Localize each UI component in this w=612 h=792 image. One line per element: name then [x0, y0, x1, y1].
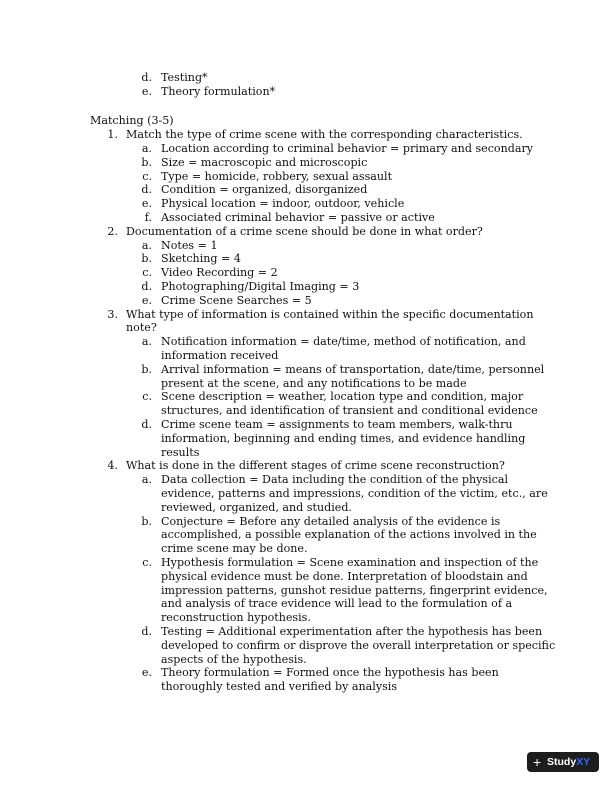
answer-marker: a. [141, 335, 152, 349]
badge-label: StudyXY [547, 756, 591, 768]
answer-text: Notes = 1 [161, 238, 218, 252]
answer-text: Arrival information = means of transportation, date/time, personnel [161, 362, 545, 376]
answer-marker: f. [144, 211, 152, 224]
answer-text: and analysis of trace evidence will lead to the formulation of a [161, 597, 513, 611]
answer-text: Data collection = Data including the condition of the physical [161, 473, 509, 487]
answer-text: physical evidence must be done. Interpretation of bloodstain and [161, 569, 528, 583]
answer-text: Associated criminal behavior = passive or active [161, 211, 435, 224]
answer-text: Condition = organized, disorganized [161, 183, 368, 197]
answer-marker: a. [141, 142, 152, 155]
answer-text: Photographing/Digital Imaging = 3 [161, 280, 360, 293]
list-item-text: Theory formulation* [161, 84, 276, 98]
answer-marker: b. [141, 362, 152, 376]
answer-marker: c. [142, 169, 152, 183]
question-number: 1. [107, 128, 118, 142]
question-text: What is done in the different stages of crime scene reconstruction? [126, 459, 505, 473]
answer-text: Physical location = indoor, outdoor, vehicle [161, 197, 405, 211]
question-number: 4. [107, 459, 118, 473]
answer-marker: e. [141, 197, 152, 211]
question-text: What type of information is contained within the specific documentation [126, 307, 534, 321]
answer-marker: a. [141, 238, 152, 252]
answer-text: evidence, patterns and impressions, condition of the victim, etc., are [161, 487, 548, 500]
plus-icon: + [533, 754, 542, 770]
answer-text: Testing = Additional experimentation after the hypothesis has been [161, 625, 543, 638]
answer-text: structures, and identification of transient and conditional evidence [161, 404, 538, 418]
list-marker: d. [141, 71, 152, 84]
answer-marker: b. [141, 155, 152, 169]
question-text: Documentation of a crime scene should be done in what order? [126, 224, 483, 238]
list-item-text: Testing* [161, 71, 208, 84]
question-number: 3. [107, 307, 118, 321]
answer-text: crime scene may be done. [161, 542, 308, 556]
answer-text: Sketching = 4 [161, 252, 241, 266]
answer-marker: e. [141, 666, 152, 680]
answer-text: present at the scene, and any notifications to be made [161, 376, 467, 390]
answer-text: Location according to criminal behavior = primary and secondary [161, 142, 534, 155]
answer-text: results [161, 445, 200, 459]
answer-text: thoroughly tested and verified by analysis [161, 680, 398, 694]
question-text: Match the type of crime scene with the corresponding characteristics. [126, 128, 523, 142]
answer-marker: c. [142, 556, 152, 569]
answer-marker: d. [141, 280, 152, 293]
answer-text: impression patterns, gunshot residue patterns, fingerprint evidence, [161, 583, 548, 597]
list-marker: e. [141, 84, 152, 98]
answer-marker: c. [142, 390, 152, 404]
answer-text: Video Recording = 2 [161, 266, 278, 280]
answer-marker: d. [141, 625, 152, 638]
section-heading: Matching (3-5) [90, 114, 174, 128]
answer-text: Notification information = date/time, method of notification, and [161, 335, 526, 349]
answer-text: reconstruction hypothesis. [161, 611, 311, 625]
answer-text: Scene description = weather, location type and condition, major [161, 390, 524, 404]
answer-marker: d. [141, 418, 152, 431]
answer-text: reviewed, organized, and studied. [161, 500, 352, 514]
studyxy-badge[interactable] [527, 752, 599, 772]
answer-text: accomplished, a possible explanation of the actions involved in the [161, 528, 537, 542]
answer-marker: e. [141, 293, 152, 307]
question-text: note? [126, 321, 157, 335]
answer-text: information, beginning and ending times, and evidence handling [161, 431, 526, 445]
answer-marker: b. [141, 514, 152, 528]
answer-marker: a. [141, 473, 152, 487]
answer-text: Crime scene team = assignments to team members, walk-thru [161, 418, 513, 431]
answer-text: Crime Scene Searches = 5 [161, 293, 312, 307]
answer-text: Size = macroscopic and microscopic [161, 155, 368, 169]
answer-text: Hypothesis formulation = Scene examination and inspection of the [161, 556, 539, 569]
answer-text: Theory formulation = Formed once the hypothesis has been [161, 666, 499, 680]
answer-text: Conjecture = Before any detailed analysis of the evidence is [161, 514, 501, 528]
answer-text: developed to confirm or disprove the overall interpretation or specific [161, 638, 556, 652]
answer-marker: c. [142, 266, 152, 280]
answer-text: aspects of the hypothesis. [161, 652, 307, 666]
question-number: 2. [107, 224, 118, 238]
answer-marker: b. [141, 252, 152, 266]
answer-marker: d. [141, 183, 152, 197]
answer-text: Type = homicide, robbery, sexual assault [161, 169, 393, 183]
answer-text: information received [161, 349, 279, 362]
